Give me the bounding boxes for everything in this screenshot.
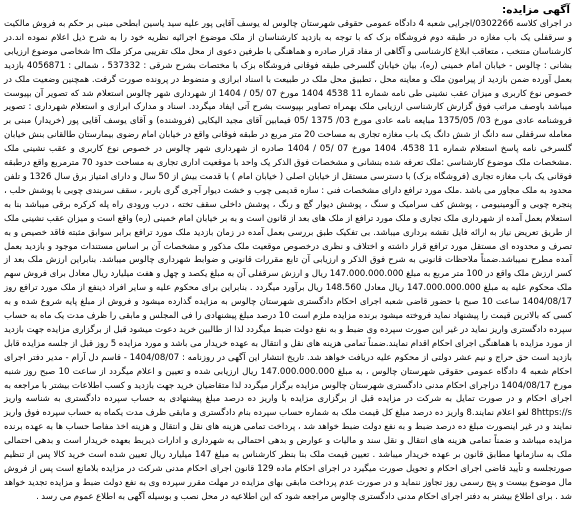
notice-title: آگهی مزایده: [502,4,570,16]
notice-body: در اجرای کلاسه 0302266/اجرایی شعبه 4 دادگاه عمومی حقوقی شهرستان چالوس له یوسف آقایی پور علیه سید یاسین ابطحی مبنی بر حکم به فروش مالکیت و سرقفلی یک باب مغازه در طبقه دوم فروشگاه بزک که با توجه به بازدید کارشناسان از ملک موضوع اجرائیه نظریه خود را به شرح ذیل اعلام نموده اند.در کارشناسان منتخب ، متعاقب ابلاغ کارشناسی و آگاهی از مفاد قرار صادره و هماهنگی با طرفین دعوی از محل ملک تقریبی مرکز ملک lm شخاصی موضوع ارزیابی بشانی : چالوس - خیابان امام خمینی (ره)، بیان خیابان گلسرخی طبقه فوقانی فروشگاه بزک با مختصات بشرح شرقی : 537332 ، شمالی : 4056871 بازدید بعمل آورده ضمن بازدید از پیرامون ملک و معاینه محل ، تطبیق محل ملک در طبیعت با اسناد ابرازی و منضوط در پرونده صورت گرفت. همچنین وضعیت ملک در خصوص نوع کاربری و میزان عقب نشینی طی نامه شماره 11 4538 1404 مورخ 07 /05 / 1404 از شهرداری شهر چالوس استعلام شد که تصویر آن بپیوست میباشد باوصف مراتب فوق گزارش کارشناسی ارزیابی ملک بهمراه تصاویر بپیوست بشرح آتی ایفاد میگردد. اسناد و مدارک ابرازی و استعلام شهرداری : تصویر فروشنامه عادی مورخ 03/ 1375/05 مبایعه نامه عادی مورخ 03/ 1375 /05 فیمابین آقای مجید الیکایی (فروشنده) و آقای یوسف آقایی پور (خریدار) مبنی بر معامله سرقفلی سه دانگ از شش دانگ یک باب مغازه تجاری به مساحت 20 متر مربع در طبقه فوقانی واقع در خیابان امام رضوی بیمارستان طالقانی بنش خیابان گلسرخی نامه پاسخ استعلام شماره 11 4538. 1404 مورخ 07 /05 / 1404 صادره از شهرداری شهر چالوس در خصوص نوع کاربری و عقب نشینی ملک .مشخصات ملک موضوع کارشناسی :ملک تعرفه شده بنشانی و مشخصات فوق الذکر یک واحد با موقعیت اداری تجاری به مساحت حدود 70 مترمربع واقع درطبقه فوقانی یک باب مغازه تجاری (فروشگاه بزک) با دسترسی مستقل از خیابان اصلی ( خیابان امام ) با قدمت بیش از 50 سال و دارای امتیاز برق سال 1326 و تلفن محدود به ملک مجاور می باشد .ملک مورد ترافع دارای مشخصات فنی : سازه قدیمی چوب و خشت دیوار آجری گری باربر ، سقف سربندی چوبی با پوشش حلب ، پنجره چوبی و آلومینیومی ، پوشش کف سرامیک و سنگ ، پوشش دیوار گچ و رنگ ، پوشش داخلی سقف تخته ، درب ورودی راه پله کرکره برقی میباشد بنا به استعلام بعمل آمده از شهرداری ملک تجاری و ملک مورد ترافع از ملک های بعد از قانون است و به بر خیابان امام خمینی (ره) واقع است و میزان عقب نشینی ملک از طریق تعریض نیاز به ارائه فایل نقشه برداری میباشد. بی تفکیک طبق بررسی بعمل آمده در زمان بازدید ملک مورد ترافع برابر سوابق مثبته فاقد خصیص و به تصرف و محدوده ای مستقل مورد ترافع قرار داشته و اختلاف و نظری درخصوص موقعیت ملک مذکور و مشخصات آن بر اساس مستندات موجود و بازدید بعمل آمده مطرح نمیباشد.ضمناً ملاحظات قانونی به شرح فوق الذکر و ارزیابی آن تابع مقررات قانونی و ضوابط شهرداری چالوس میباشد. بنابراین ارزش ملک بعد از کسر ارزش ملک واقع در 100 متر مربع به مبلغ 147.000.000.000 ریال و ارزش سرقفلی آن به مبلغ یکصد و چهل و هفت میلیارد ریال معادل برای فروش سهم ملک محکوم علیه به مبلغ 147.000.000.000 ریال معادل 148.560 ریال برآورد میگردد . بنابراین برای محکوم علیه و سایر افراد ذینفع از ملک مورد ترافع روز 1404/08/17 ساعت 10 صبح با حضور قاضی شعبه اجرای احکام دادگستری شهرستان چالوس به مزایده گذارده میشود و فروش از مبلغ پایه شروع شده و به کسی که بالاترین قیمت را پیشنهاد نماید فروخته میشود برنده مزایده ملزم است 10 درصد مبلغ پیشنهادی را فی المجلس و مابقی را ظرف مدت یک ماه به حساب سپرده دادگستری واریز نماید در غیر این صورت سپرده وی ضبط و به نفع دولت ضبط میگردد لذا از طالبین خرید دعوت میشود قبل از برگزاری مزایده جهت بازدید از مورد مزایده با هماهنگی اجرای احکام اقدام نمایند.ضمناً تمامی هزینه های نقل و انتقال به عهده خریدار می باشد و مورد مزایده 5 روز قبل از جلسه مزایده قابل بازدید است حق حراج و نیم عشر دولتی از محکوم علیه دریافت خواهد شد. تاریخ انتشار این آگهی در روزنامه : 1404/08/07 - قاسم دل آرام - مدیر دفتر اجرای احکام شعبه 4 دادگاه عمومی حقوقی شهرستان چالوس ، به مبلغ 147.000.000.000 ریال ارزیابی شده و تعیین و اعلام میگردد از ساعت 10 صبح روز شنبه مورخ 1404/08/17 دراجرای احکام مدنی دادگستری شهرستان چالوس مزایده برگزار میگردد لذا متقاضیان خرید جهت بازدید و کسب اطلاعات بیشتر با مراجعه به اجرای احکام و در صورت تمایل به شرکت در مزایده قبل از برگزاری مزایده با واریز ده درصد مبلغ پیشنهادی به حساب سپرده دادگستری به شناسه واریز 8https://s لغو اعلام نمایند.8 واریز ده درصد مبلغ کل قیمت ملک به شماره حساب سپرده بنام دادگستری و مابقی ظرف مدت یکماه به حساب سپرده فوق واریز نمایند و در غیر اینصورت مبلغ ده درصد ضبط و به نفع دولت ضبط خواهد شد ، پرداخت تمامی هزینه های نقل و انتقال و هزینه اخذ مفاصا حساب ها به عهده برنده مزایده میباشد و ضمناً تمامی هزینه های انتقال و نقل سند و مالیات و عوارض و بدهی احتمالی به شهرداری و ادارات ذیربط بعهده خریدار است و بدهی احتمالی ملک به سازمانها مطابق قانون بر عهده خریدار میباشد . تعیین قیمت ملک بنا بنظر کارشناس به مبلغ 147 میلیارد ریال تعیین شده است خرید کالا پس از تنظیم صورتجلسه و تأیید قاضی اجرای احکام و تحویل صورت میگیرد در اجرای احکام ماده 129 قانون اجرای احکام مدنی شرکت در مزایده بلامانع است پس از فروش مال موضوع بیست و پنج رسمی روز تجاوز ننماید و در صورت عدم پرداخت مابقی بهای مزایده در مهلت مقرر سپرده وی به نفع دولت ضبط و مزایده تجدید خواهد شد . برای اطلاع بیشتر به دفتر اجرای احکام مدنی دادگستری چالوس مراجعه شود که این اطلاعیه در محل نصب و بوسیله آگهی به اطلاع عموم می رسد . [4,19,573,502]
